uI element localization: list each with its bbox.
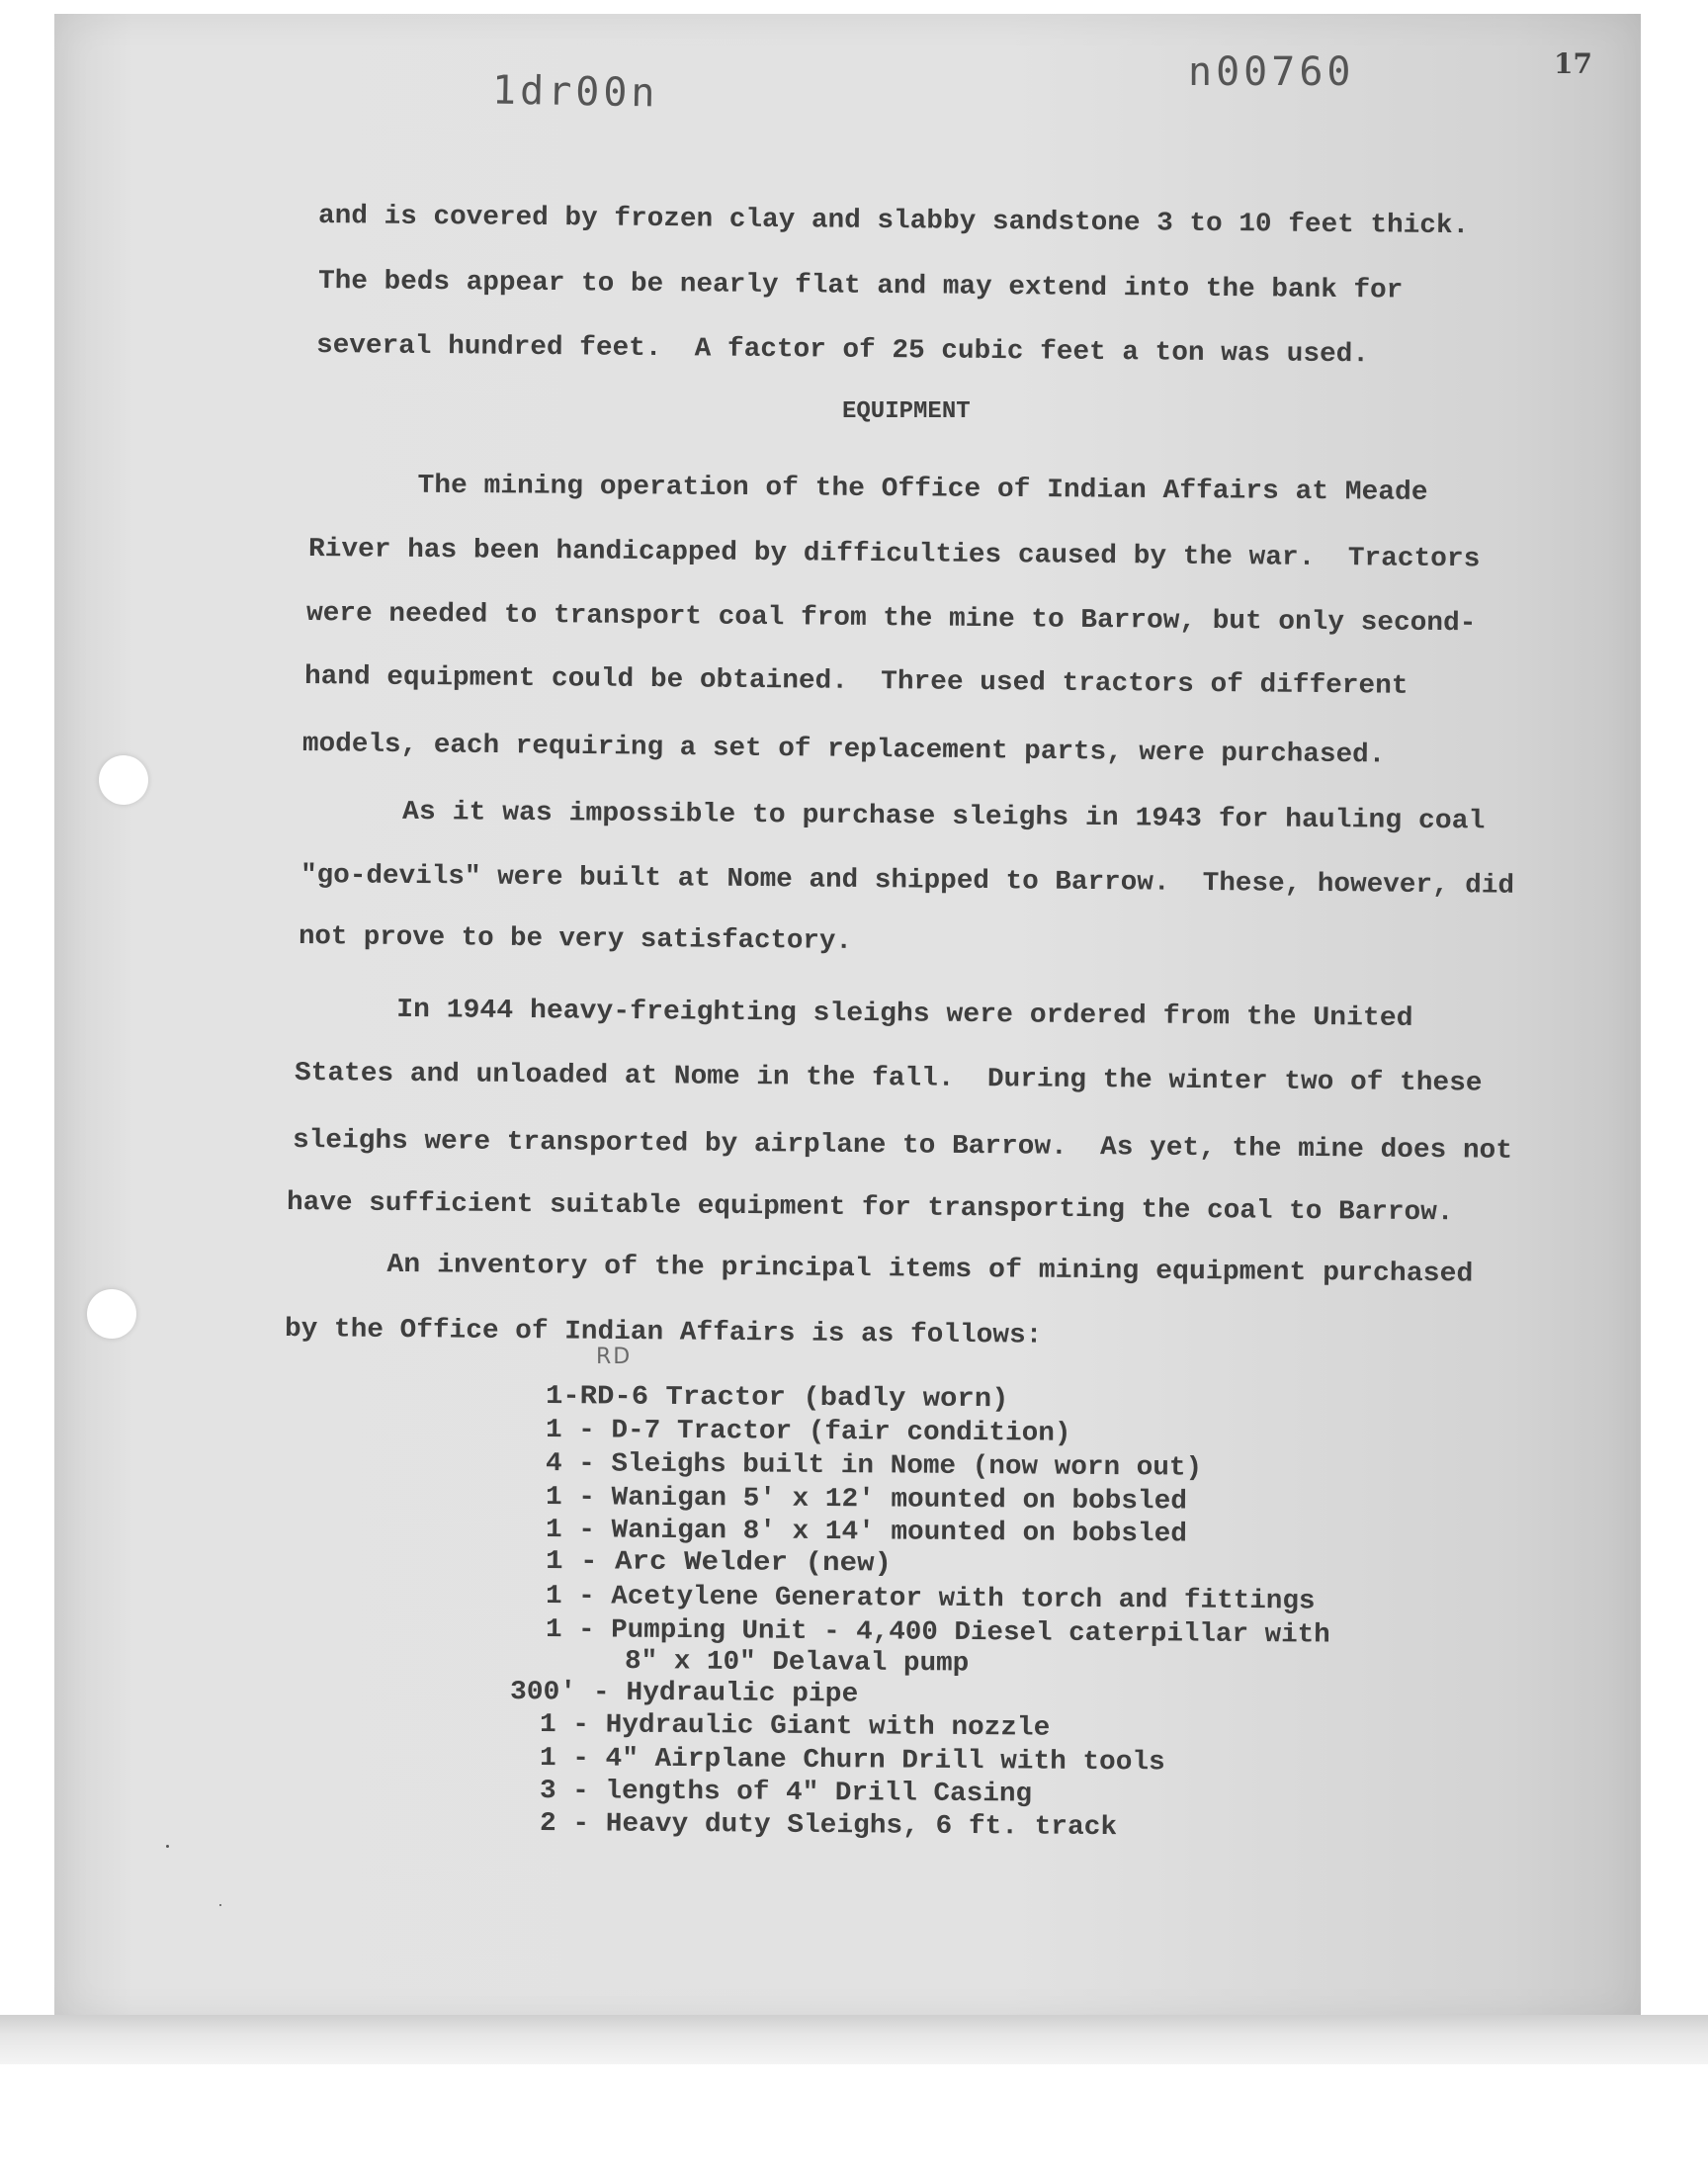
inventory-item: 8" x 10" Delaval pump	[624, 1647, 970, 1680]
inventory-item: 1 - Pumping Unit - 4,400 Diesel caterpillar with	[545, 1615, 1330, 1651]
scan-speck	[219, 1904, 221, 1906]
inventory-item: 1 - Arc Welder (new)	[545, 1547, 893, 1580]
inventory-item: 1 - 4" Airplane Churn Drill with tools	[539, 1744, 1165, 1779]
inventory-item: 1-RD-6 Tractor (badly worn)	[545, 1382, 1009, 1416]
document-stamp-right: n00760	[1188, 49, 1355, 95]
paragraph-line: The mining operation of the Office of Indian Affairs at Meade	[317, 471, 1428, 508]
paragraph-line: were needed to transport coal from the mine to Barrow, but only second-	[305, 599, 1477, 640]
inventory-item: 1 - Hydraulic Giant with nozzle	[539, 1710, 1051, 1744]
inventory-item: 300' - Hydraulic pipe	[509, 1678, 859, 1710]
inventory-item: 1 - D-7 Tractor (fair condition)	[545, 1416, 1071, 1449]
paragraph-line: sleighs were transported by airplane to Barrow. As yet, the mine does not	[292, 1126, 1513, 1167]
scan-speck	[166, 1845, 169, 1848]
paragraph-line: The beds appear to be nearly flat and may extend into the bank for	[317, 267, 1404, 306]
inventory-item: 1 - Wanigan 5' x 12' mounted on bobsled	[545, 1483, 1187, 1518]
paragraph-line: have sufficient suitable equipment for transporting the coal to Barrow.	[286, 1188, 1454, 1229]
paragraph-line: by the Office of Indian Affairs is as follows:	[284, 1315, 1043, 1351]
paragraph-line: "go-devils" were built at Nome and shipped to Barrow. These, however, did	[299, 861, 1515, 902]
paragraph-line: and is covered by frozen clay and slabby sandstone 3 to 10 feet thick.	[317, 202, 1470, 242]
page-number: 17	[1554, 47, 1592, 80]
document-stamp-left: 1dr00n	[491, 67, 659, 117]
punch-hole-upper	[99, 755, 148, 805]
paragraph-line: In 1944 heavy-freighting sleighs were ordered from the United	[296, 995, 1413, 1034]
inventory-item: 1 - Acetylene Generator with torch and fittings	[545, 1582, 1316, 1617]
handwritten-note: RD	[596, 1345, 633, 1369]
paragraph-line: As it was impossible to purchase sleighs in 1943 for hauling coal	[301, 797, 1486, 837]
inventory-item: 2 - Heavy duty Sleighs, 6 ft. track	[539, 1809, 1118, 1844]
inventory-item: 4 - Sleighs built in Nome (now worn out)	[545, 1449, 1203, 1484]
paragraph-line: States and unloaded at Nome in the fall. During the winter two of these	[294, 1059, 1483, 1099]
inventory-item: 1 - Wanigan 8' x 14' mounted on bobsled	[545, 1516, 1187, 1550]
paragraph-line: not prove to be very satisfactory.	[298, 922, 852, 957]
punch-hole-lower	[87, 1289, 136, 1339]
paragraph-line: An inventory of the principal items of mining equipment purchased	[286, 1250, 1474, 1290]
paragraph-line: hand equipment could be obtained. Three used tractors of different	[303, 662, 1409, 702]
section-heading: EQUIPMENT	[842, 398, 971, 425]
inventory-item: 3 - lengths of 4" Drill Casing	[539, 1777, 1033, 1810]
scan-bottom-edge	[0, 2015, 1708, 2064]
paragraph-line: River has been handicapped by difficulties caused by the war. Tractors	[307, 535, 1481, 575]
paragraph-line: models, each requiring a set of replacement parts, were purchased.	[301, 730, 1386, 771]
paragraph-line: several hundred feet. A factor of 25 cubic feet a ton was used.	[315, 331, 1370, 371]
